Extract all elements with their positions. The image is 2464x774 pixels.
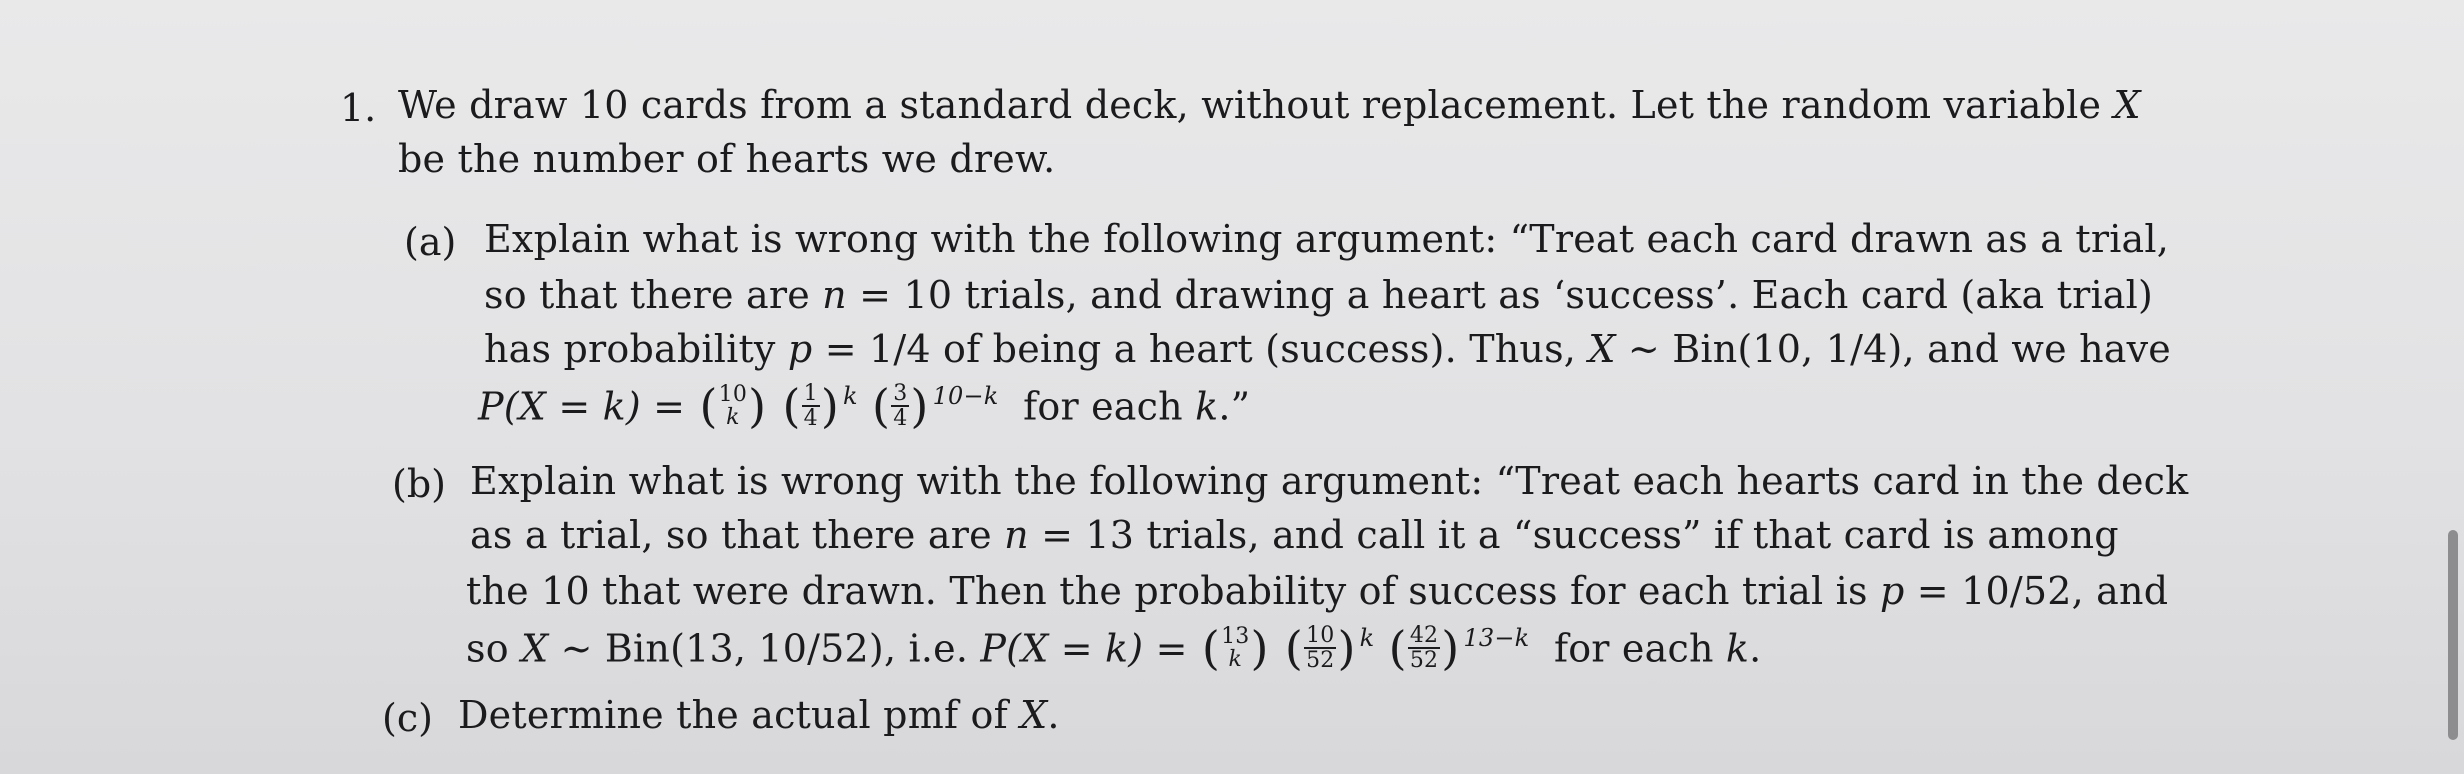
part-c-label: (c) — [382, 696, 433, 740]
problem-number: 1. — [340, 86, 377, 130]
binomial-coefficient: ( 10 k ) — [699, 379, 767, 434]
fraction-ten-over-fifty-two: ( 10 52 ) — [1284, 621, 1356, 676]
part-b-pmf-formula: so X ∼ Bin(13, 10/52), i.e. P(X = k) = ( 13 k ) ( 10 52 ) $^k$ ( 42 52 ) $^{13-k}$ for each k. — [466, 621, 1762, 676]
part-a-line3: has probability p = 1/4 of being a heart (success). Thus, X ∼ Bin(10, 1/4), and we have — [484, 327, 2171, 371]
binomial-coefficient: ( 13 k ) — [1201, 621, 1269, 676]
part-a-label: (a) — [404, 220, 457, 264]
part-b-line3: the 10 that were drawn. Then the probability of success for each trial is p = 10/52, and — [466, 569, 2169, 613]
vertical-scrollbar[interactable] — [2448, 530, 2458, 740]
fraction-one-quarter: ( 1 4 ) — [782, 379, 840, 434]
part-a-line2: so that there are n = 10 trials, and drawing a heart as ‘success’. Each card (aka trial) — [484, 273, 2154, 317]
problem-statement-line1: We draw 10 cards from a standard deck, without replacement. Let the random variable X — [398, 83, 2141, 127]
fraction-three-quarters: ( 3 4 ) — [872, 379, 929, 434]
fraction-forty-two-over-fifty-two: ( 42 52 ) — [1388, 621, 1460, 676]
part-b-line1: Explain what is wrong with the following argument: “Treat each hearts card in the deck — [470, 459, 2189, 503]
part-a-line1: Explain what is wrong with the following argument: “Treat each card drawn as a trial, — [484, 217, 2170, 261]
problem-statement-line2: be the number of hearts we drew. — [398, 137, 1056, 181]
part-c-line: Determine the actual pmf of X. — [458, 693, 1060, 737]
part-b-line2: as a trial, so that there are n = 13 trials, and call it a “success” if that card is among — [470, 513, 2119, 557]
part-a-pmf-formula: P(X = k) = ( 10 k ) ( 1 4 ) $^k$ ( 3 4 ) $^{10-k}$ for each k.” — [478, 379, 1251, 434]
part-b-label: (b) — [392, 462, 446, 506]
